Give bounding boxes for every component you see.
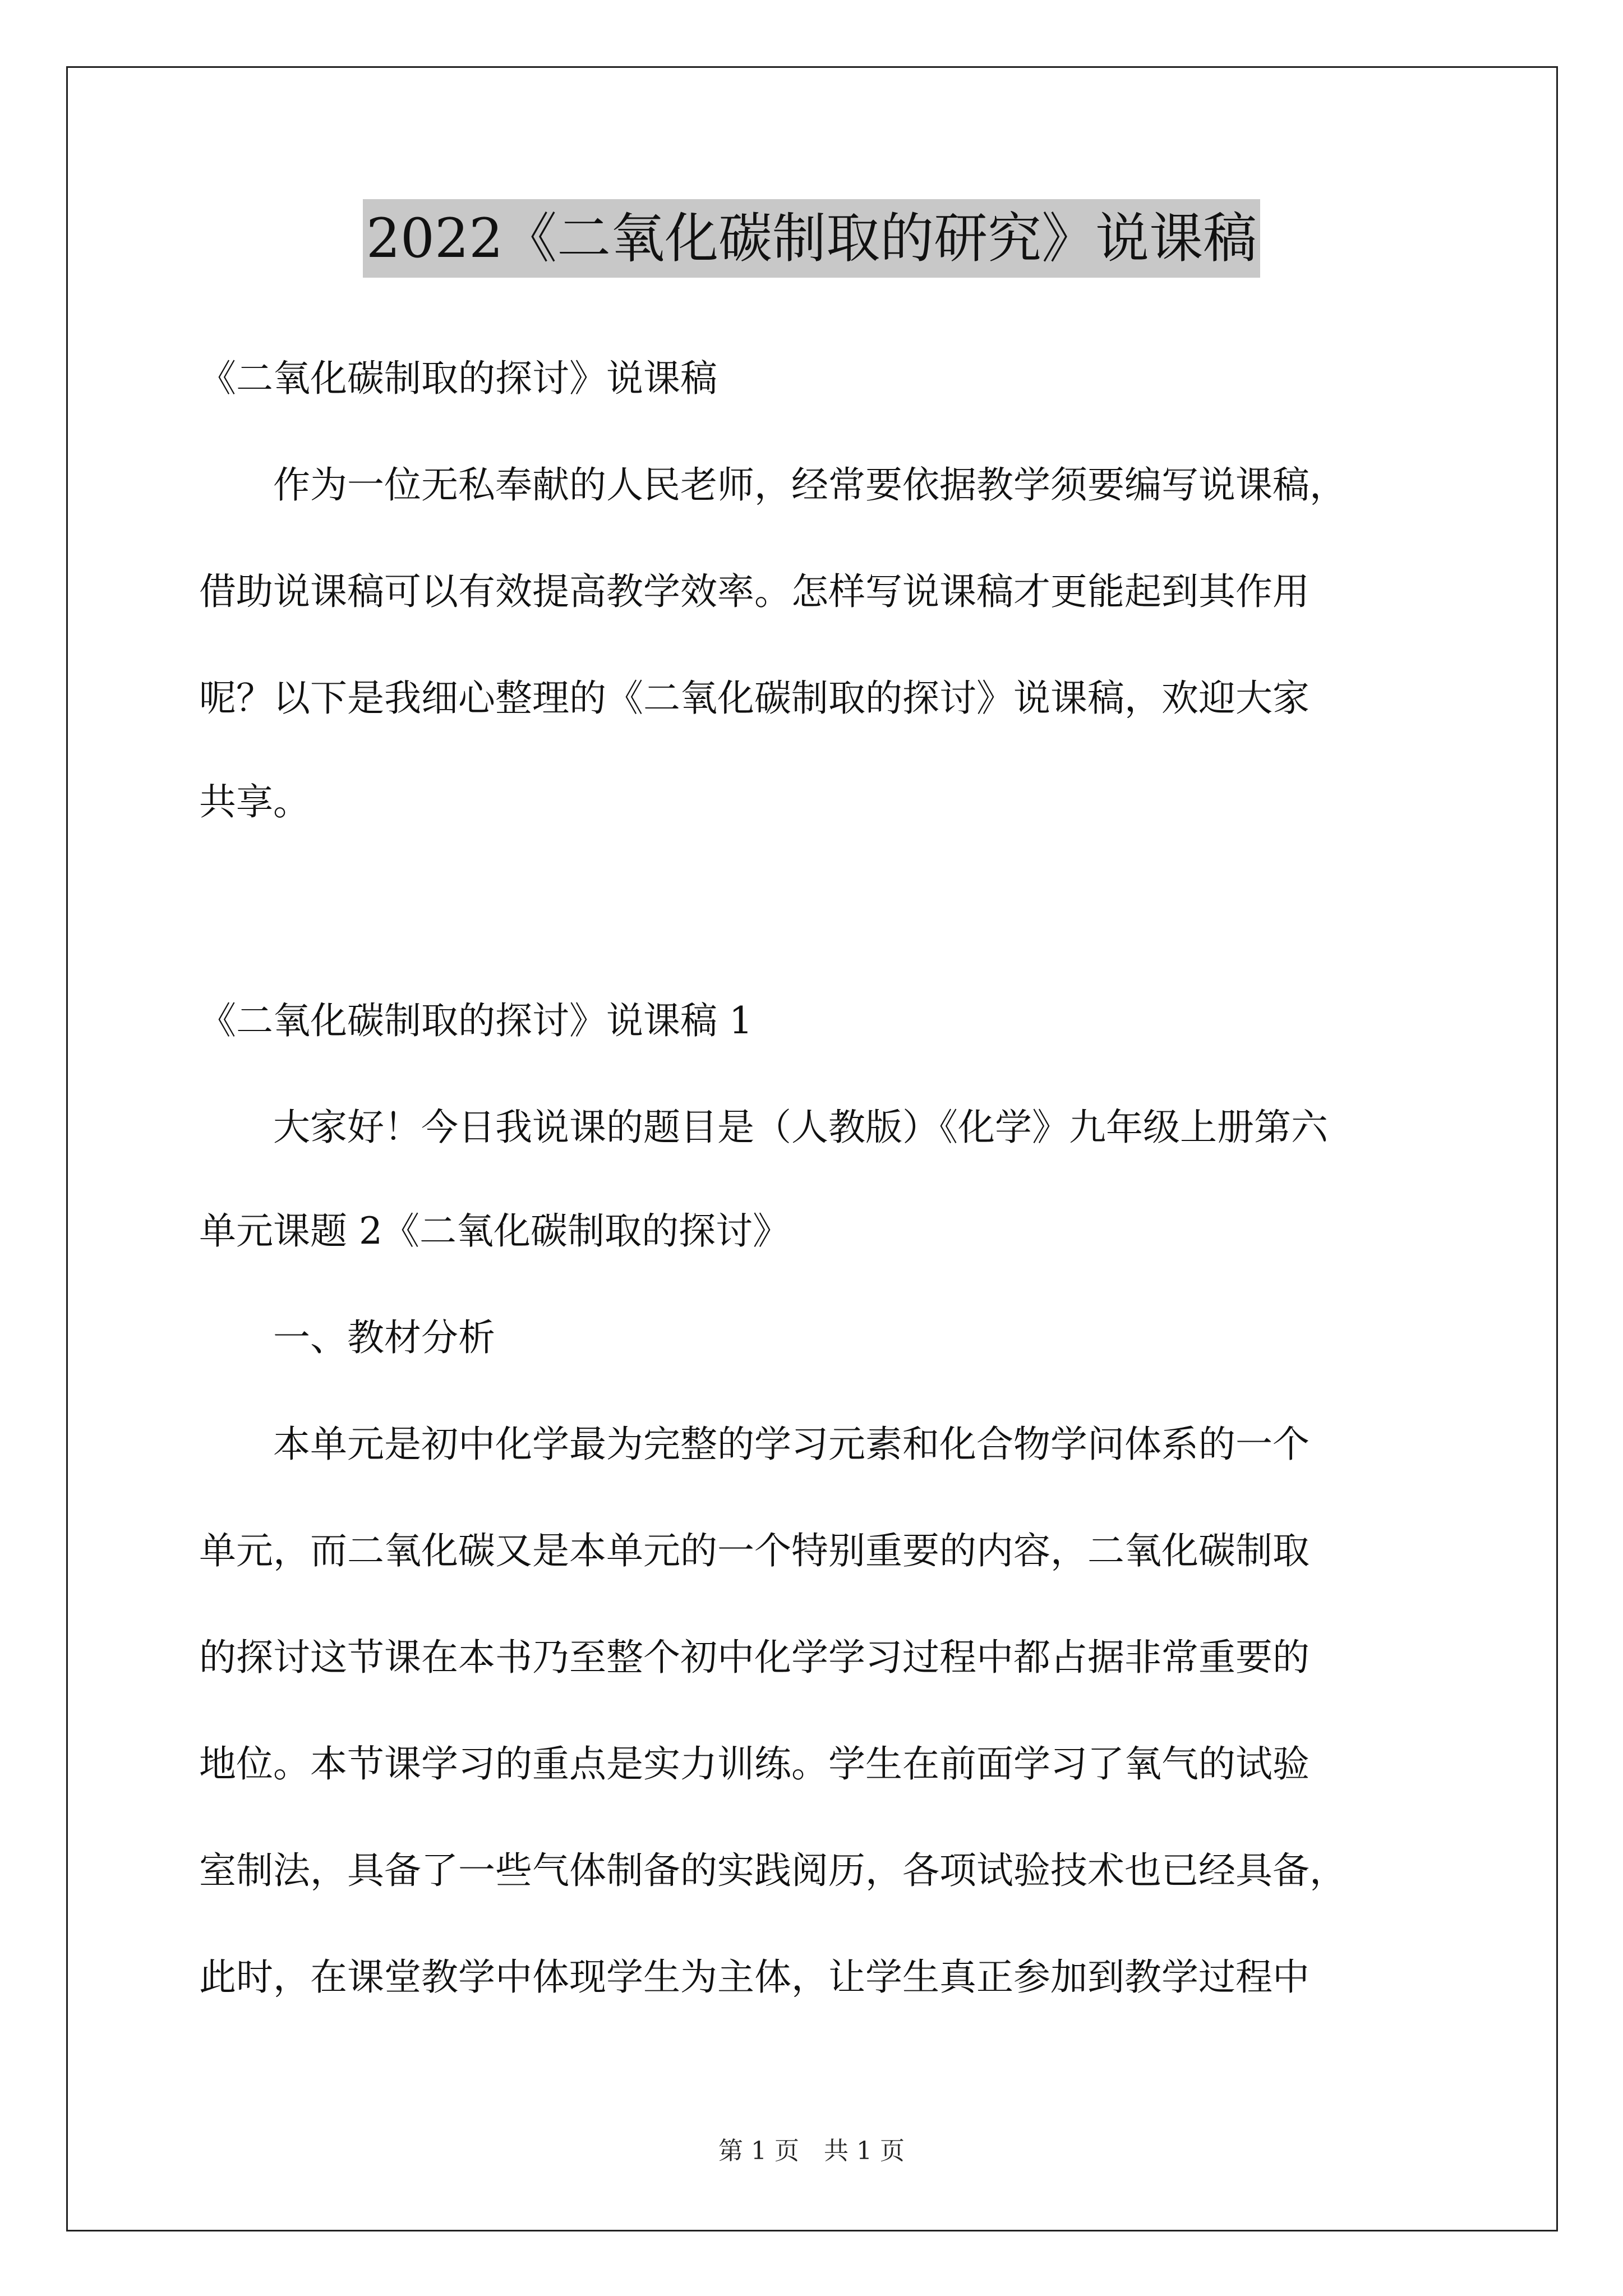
paragraph-line: 地位。本节课学习的重点是实力训练。学生在前面学习了氧气的试验 <box>199 1742 1310 1786</box>
subsection-heading: 一、教材分析 <box>199 1316 495 1359</box>
paragraph-line: 室制法，具备了一些气体制备的实践阅历，各项试验技术也已经具备， <box>199 1849 1347 1892</box>
paragraph-line: 本单元是初中化学最为完整的学习元素和化合物学问体系的一个 <box>199 1423 1310 1466</box>
paragraph-line: 呢？以下是我细心整理的《二氧化碳制取的探讨》说课稿，欢迎大家 <box>199 677 1310 720</box>
paragraph-line: 借助说课稿可以有效提高教学效率。怎样写说课稿才更能起到其作用 <box>199 570 1310 613</box>
paragraph-line: 作为一位无私奉献的人民老师，经常要依据教学须要编写说课稿， <box>199 463 1347 507</box>
paragraph-line: 《二氧化碳制取的探讨》说课稿 <box>199 357 717 400</box>
document-title: 2022《二氧化碳制取的研究》说课稿 <box>363 199 1260 278</box>
paragraph-line: 此时，在课堂教学中体现学生为主体，让学生真正参加到教学过程中 <box>199 1955 1310 1999</box>
paragraph-line: 大家好！今日我说课的题目是（人教版）《化学》九年级上册第六 <box>199 1106 1328 1149</box>
title-container <box>0 199 1623 278</box>
paragraph-line: 的探讨这节课在本书乃至整个初中化学学习过程中都占据非常重要的 <box>199 1636 1310 1679</box>
page-footer: 第 1 页 共 1 页 <box>718 2137 905 2165</box>
paragraph-line: 共享。 <box>199 780 310 823</box>
paragraph-line: 单元，而二氧化碳又是本单元的一个特别重要的内容，二氧化碳制取 <box>199 1529 1310 1572</box>
paragraph-line: 单元课题 2《二氧化碳制取的探讨》 <box>199 1209 790 1253</box>
section-heading: 《二氧化碳制取的探讨》说课稿 1 <box>199 999 753 1042</box>
